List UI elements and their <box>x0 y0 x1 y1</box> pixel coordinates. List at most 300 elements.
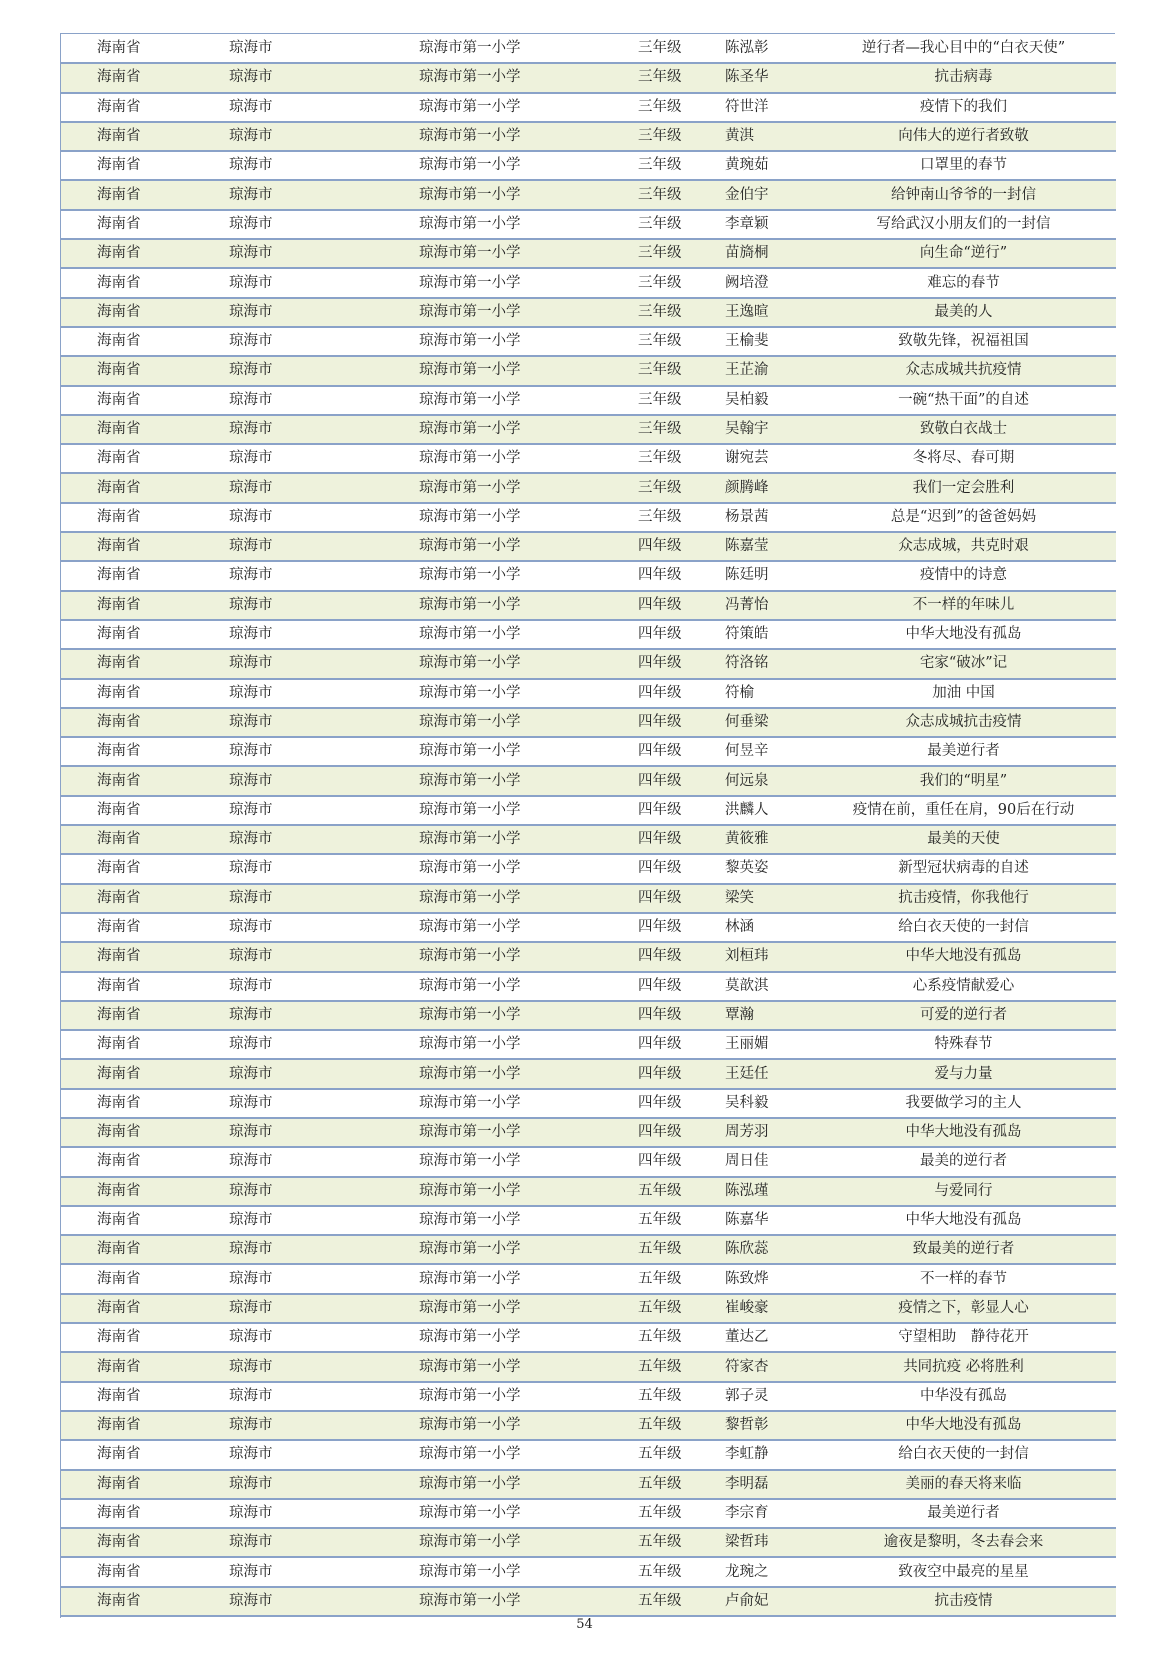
cell-province: 海南省 <box>61 34 211 63</box>
cell-city: 琼海市 <box>211 268 341 297</box>
cell-city: 琼海市 <box>211 1147 341 1176</box>
cell-student-name: 陈嘉华 <box>691 1206 811 1235</box>
cell-province: 海南省 <box>61 1235 211 1264</box>
award-list-table <box>60 34 1116 1618</box>
page-number: 54 <box>576 1617 593 1632</box>
cell-school: 琼海市第一小学 <box>341 972 591 1001</box>
cell-school: 琼海市第一小学 <box>341 1118 591 1147</box>
table-row <box>61 942 1116 971</box>
cell-city: 琼海市 <box>211 620 341 649</box>
table-row <box>61 63 1116 92</box>
cell-student-name: 王廷任 <box>691 1059 811 1088</box>
cell-school: 琼海市第一小学 <box>341 239 591 268</box>
cell-province: 海南省 <box>61 298 211 327</box>
cell-student-name: 王芷渝 <box>691 356 811 385</box>
cell-school: 琼海市第一小学 <box>341 122 591 151</box>
cell-student-name: 李章颖 <box>691 210 811 239</box>
table-row <box>61 1118 1116 1147</box>
cell-grade: 三年级 <box>591 444 691 473</box>
cell-province: 海南省 <box>61 649 211 678</box>
cell-city: 琼海市 <box>211 942 341 971</box>
cell-city: 琼海市 <box>211 386 341 415</box>
table-row <box>61 620 1116 649</box>
table-row <box>61 1352 1116 1381</box>
cell-work-title: 总是“迟到”的爸爸妈妈 <box>811 503 1116 532</box>
cell-city: 琼海市 <box>211 1294 341 1323</box>
cell-grade: 三年级 <box>591 122 691 151</box>
cell-work-title: 最美的天使 <box>811 825 1116 854</box>
cell-student-name: 王逸暄 <box>691 298 811 327</box>
cell-school: 琼海市第一小学 <box>341 93 591 122</box>
cell-work-title: 疫情下的我们 <box>811 93 1116 122</box>
cell-school: 琼海市第一小学 <box>341 327 591 356</box>
cell-work-title: 最美的人 <box>811 298 1116 327</box>
cell-work-title: 不一样的春节 <box>811 1264 1116 1293</box>
cell-province: 海南省 <box>61 561 211 590</box>
cell-school: 琼海市第一小学 <box>341 591 591 620</box>
cell-student-name: 黄淇 <box>691 122 811 151</box>
table-row <box>61 737 1116 766</box>
cell-province: 海南省 <box>61 386 211 415</box>
cell-province: 海南省 <box>61 1001 211 1030</box>
cell-school: 琼海市第一小学 <box>341 913 591 942</box>
cell-province: 海南省 <box>61 1557 211 1586</box>
cell-city: 琼海市 <box>211 180 341 209</box>
cell-city: 琼海市 <box>211 473 341 502</box>
cell-province: 海南省 <box>61 1411 211 1440</box>
cell-province: 海南省 <box>61 1264 211 1293</box>
cell-work-title: 不一样的年味儿 <box>811 591 1116 620</box>
table-row <box>61 386 1116 415</box>
cell-city: 琼海市 <box>211 210 341 239</box>
table-row <box>61 1147 1116 1176</box>
cell-grade: 五年级 <box>591 1264 691 1293</box>
cell-city: 琼海市 <box>211 1587 341 1616</box>
cell-work-title: 中华没有孤岛 <box>811 1382 1116 1411</box>
table-row <box>61 1264 1116 1293</box>
cell-city: 琼海市 <box>211 1323 341 1352</box>
cell-work-title: 中华大地没有孤岛 <box>811 942 1116 971</box>
table-row <box>61 1323 1116 1352</box>
cell-student-name: 陈泓彰 <box>691 34 811 63</box>
cell-province: 海南省 <box>61 1059 211 1088</box>
cell-grade: 四年级 <box>591 591 691 620</box>
cell-work-title: 疫情之下，彰显人心 <box>811 1294 1116 1323</box>
cell-work-title: 可爱的逆行者 <box>811 1001 1116 1030</box>
cell-student-name: 吴翰宇 <box>691 415 811 444</box>
cell-school: 琼海市第一小学 <box>341 1587 591 1616</box>
cell-work-title: 抗击疫情 <box>811 1587 1116 1616</box>
table-row <box>61 327 1116 356</box>
cell-grade: 三年级 <box>591 327 691 356</box>
cell-work-title: 口罩里的春节 <box>811 151 1116 180</box>
cell-province: 海南省 <box>61 1382 211 1411</box>
table-row <box>61 239 1116 268</box>
table-row <box>61 1499 1116 1528</box>
cell-grade: 四年级 <box>591 1089 691 1118</box>
cell-city: 琼海市 <box>211 1089 341 1118</box>
cell-school: 琼海市第一小学 <box>341 503 591 532</box>
cell-grade: 四年级 <box>591 620 691 649</box>
cell-student-name: 吴柏毅 <box>691 386 811 415</box>
table-row <box>61 268 1116 297</box>
cell-work-title: 抗击疫情，你我他行 <box>811 884 1116 913</box>
cell-school: 琼海市第一小学 <box>341 796 591 825</box>
cell-province: 海南省 <box>61 854 211 883</box>
cell-city: 琼海市 <box>211 34 341 63</box>
cell-grade: 四年级 <box>591 532 691 561</box>
cell-school: 琼海市第一小学 <box>341 386 591 415</box>
cell-city: 琼海市 <box>211 122 341 151</box>
cell-student-name: 阙培澄 <box>691 268 811 297</box>
cell-province: 海南省 <box>61 679 211 708</box>
cell-work-title: 中华大地没有孤岛 <box>811 1411 1116 1440</box>
cell-grade: 五年级 <box>591 1177 691 1206</box>
cell-city: 琼海市 <box>211 63 341 92</box>
cell-grade: 三年级 <box>591 356 691 385</box>
cell-grade: 三年级 <box>591 268 691 297</box>
cell-work-title: 众志成城，共克时艰 <box>811 532 1116 561</box>
cell-province: 海南省 <box>61 356 211 385</box>
cell-grade: 三年级 <box>591 180 691 209</box>
cell-work-title: 共同抗疫 必将胜利 <box>811 1352 1116 1381</box>
cell-student-name: 周芳羽 <box>691 1118 811 1147</box>
cell-grade: 五年级 <box>591 1587 691 1616</box>
cell-student-name: 洪麟人 <box>691 796 811 825</box>
cell-work-title: 最美逆行者 <box>811 737 1116 766</box>
cell-city: 琼海市 <box>211 1470 341 1499</box>
cell-school: 琼海市第一小学 <box>341 180 591 209</box>
cell-province: 海南省 <box>61 1089 211 1118</box>
table-row <box>61 34 1116 63</box>
cell-grade: 四年级 <box>591 884 691 913</box>
cell-student-name: 梁哲玮 <box>691 1528 811 1557</box>
cell-work-title: 宅家“破冰”记 <box>811 649 1116 678</box>
cell-grade: 五年级 <box>591 1382 691 1411</box>
cell-province: 海南省 <box>61 972 211 1001</box>
cell-city: 琼海市 <box>211 503 341 532</box>
cell-school: 琼海市第一小学 <box>341 1147 591 1176</box>
cell-province: 海南省 <box>61 766 211 795</box>
cell-grade: 三年级 <box>591 210 691 239</box>
table-row <box>61 210 1116 239</box>
cell-student-name: 李宗育 <box>691 1499 811 1528</box>
cell-grade: 四年级 <box>591 766 691 795</box>
cell-student-name: 莫歆淇 <box>691 972 811 1001</box>
cell-city: 琼海市 <box>211 1118 341 1147</box>
cell-school: 琼海市第一小学 <box>341 708 591 737</box>
table-row <box>61 591 1116 620</box>
cell-grade: 五年级 <box>591 1235 691 1264</box>
cell-province: 海南省 <box>61 620 211 649</box>
cell-school: 琼海市第一小学 <box>341 884 591 913</box>
cell-work-title: 中华大地没有孤岛 <box>811 620 1116 649</box>
cell-school: 琼海市第一小学 <box>341 1470 591 1499</box>
cell-city: 琼海市 <box>211 972 341 1001</box>
cell-province: 海南省 <box>61 122 211 151</box>
cell-grade: 四年级 <box>591 825 691 854</box>
cell-student-name: 李明磊 <box>691 1470 811 1499</box>
cell-school: 琼海市第一小学 <box>341 356 591 385</box>
cell-work-title: 特殊春节 <box>811 1030 1116 1059</box>
cell-student-name: 符家杏 <box>691 1352 811 1381</box>
cell-grade: 三年级 <box>591 239 691 268</box>
cell-work-title: 新型冠状病毒的自述 <box>811 854 1116 883</box>
cell-city: 琼海市 <box>211 737 341 766</box>
table-row <box>61 473 1116 502</box>
cell-student-name: 黄筱雅 <box>691 825 811 854</box>
table-row <box>61 1587 1116 1616</box>
cell-student-name: 金伯宇 <box>691 180 811 209</box>
cell-grade: 三年级 <box>591 386 691 415</box>
cell-grade: 五年级 <box>591 1323 691 1352</box>
cell-city: 琼海市 <box>211 415 341 444</box>
cell-student-name: 符榆 <box>691 679 811 708</box>
table-row <box>61 1411 1116 1440</box>
cell-school: 琼海市第一小学 <box>341 1528 591 1557</box>
cell-work-title: 致敬白衣战士 <box>811 415 1116 444</box>
cell-province: 海南省 <box>61 1030 211 1059</box>
cell-school: 琼海市第一小学 <box>341 1001 591 1030</box>
cell-city: 琼海市 <box>211 649 341 678</box>
cell-student-name: 冯菁怡 <box>691 591 811 620</box>
table-row <box>61 1470 1116 1499</box>
table-row <box>61 1030 1116 1059</box>
cell-province: 海南省 <box>61 1470 211 1499</box>
cell-city: 琼海市 <box>211 884 341 913</box>
cell-province: 海南省 <box>61 1440 211 1469</box>
cell-work-title: 中华大地没有孤岛 <box>811 1206 1116 1235</box>
cell-school: 琼海市第一小学 <box>341 1323 591 1352</box>
cell-province: 海南省 <box>61 708 211 737</box>
cell-grade: 三年级 <box>591 298 691 327</box>
cell-city: 琼海市 <box>211 1264 341 1293</box>
cell-grade: 四年级 <box>591 1001 691 1030</box>
table-row <box>61 93 1116 122</box>
cell-province: 海南省 <box>61 737 211 766</box>
cell-province: 海南省 <box>61 913 211 942</box>
cell-student-name: 董达乙 <box>691 1323 811 1352</box>
cell-school: 琼海市第一小学 <box>341 942 591 971</box>
cell-city: 琼海市 <box>211 356 341 385</box>
cell-city: 琼海市 <box>211 1059 341 1088</box>
cell-city: 琼海市 <box>211 1206 341 1235</box>
cell-province: 海南省 <box>61 1323 211 1352</box>
cell-school: 琼海市第一小学 <box>341 1177 591 1206</box>
cell-student-name: 王榆斐 <box>691 327 811 356</box>
cell-work-title: 最美的逆行者 <box>811 1147 1116 1176</box>
cell-province: 海南省 <box>61 63 211 92</box>
cell-work-title: 冬将尽、春可期 <box>811 444 1116 473</box>
cell-student-name: 何昱辛 <box>691 737 811 766</box>
table-row <box>61 1440 1116 1469</box>
cell-work-title: 爱与力量 <box>811 1059 1116 1088</box>
table-row <box>61 766 1116 795</box>
cell-school: 琼海市第一小学 <box>341 1352 591 1381</box>
cell-province: 海南省 <box>61 884 211 913</box>
cell-province: 海南省 <box>61 1147 211 1176</box>
cell-grade: 四年级 <box>591 1147 691 1176</box>
cell-province: 海南省 <box>61 796 211 825</box>
cell-student-name: 王丽媚 <box>691 1030 811 1059</box>
cell-work-title: 加油 中国 <box>811 679 1116 708</box>
cell-school: 琼海市第一小学 <box>341 532 591 561</box>
table-row <box>61 1382 1116 1411</box>
cell-student-name: 黎哲彰 <box>691 1411 811 1440</box>
cell-grade: 四年级 <box>591 708 691 737</box>
cell-work-title: 我们一定会胜利 <box>811 473 1116 502</box>
cell-grade: 四年级 <box>591 1059 691 1088</box>
cell-work-title: 疫情中的诗意 <box>811 561 1116 590</box>
cell-city: 琼海市 <box>211 1177 341 1206</box>
cell-school: 琼海市第一小学 <box>341 620 591 649</box>
cell-city: 琼海市 <box>211 854 341 883</box>
cell-grade: 三年级 <box>591 93 691 122</box>
cell-work-title: 我要做学习的主人 <box>811 1089 1116 1118</box>
cell-city: 琼海市 <box>211 1528 341 1557</box>
cell-grade: 四年级 <box>591 649 691 678</box>
cell-grade: 五年级 <box>591 1499 691 1528</box>
cell-student-name: 杨景茜 <box>691 503 811 532</box>
cell-city: 琼海市 <box>211 766 341 795</box>
cell-city: 琼海市 <box>211 1440 341 1469</box>
table-row <box>61 1235 1116 1264</box>
cell-work-title: 心系疫情献爱心 <box>811 972 1116 1001</box>
cell-student-name: 李虹静 <box>691 1440 811 1469</box>
cell-student-name: 陈泓瑾 <box>691 1177 811 1206</box>
cell-student-name: 陈欣蕊 <box>691 1235 811 1264</box>
cell-province: 海南省 <box>61 1118 211 1147</box>
cell-grade: 四年级 <box>591 854 691 883</box>
cell-province: 海南省 <box>61 239 211 268</box>
cell-grade: 三年级 <box>591 63 691 92</box>
table-row <box>61 444 1116 473</box>
cell-province: 海南省 <box>61 1352 211 1381</box>
cell-school: 琼海市第一小学 <box>341 1499 591 1528</box>
cell-student-name: 郭子灵 <box>691 1382 811 1411</box>
cell-work-title: 一碗“热干面”的自述 <box>811 386 1116 415</box>
cell-student-name: 吴科毅 <box>691 1089 811 1118</box>
table-row <box>61 825 1116 854</box>
cell-grade: 五年级 <box>591 1557 691 1586</box>
cell-grade: 四年级 <box>591 1030 691 1059</box>
cell-grade: 四年级 <box>591 737 691 766</box>
cell-work-title: 我们的“明星” <box>811 766 1116 795</box>
table-row <box>61 854 1116 883</box>
cell-student-name: 何远泉 <box>691 766 811 795</box>
cell-work-title: 致敬先锋，祝福祖国 <box>811 327 1116 356</box>
cell-student-name: 黄琬茹 <box>691 151 811 180</box>
cell-city: 琼海市 <box>211 561 341 590</box>
cell-student-name: 谢宛芸 <box>691 444 811 473</box>
cell-grade: 四年级 <box>591 942 691 971</box>
cell-work-title: 众志成城共抗疫情 <box>811 356 1116 385</box>
cell-work-title: 给白衣天使的一封信 <box>811 1440 1116 1469</box>
cell-work-title: 抗击病毒 <box>811 63 1116 92</box>
cell-work-title: 写给武汉小朋友们的一封信 <box>811 210 1116 239</box>
cell-student-name: 梁笑 <box>691 884 811 913</box>
table-row <box>61 415 1116 444</box>
cell-work-title: 难忘的春节 <box>811 268 1116 297</box>
cell-grade: 三年级 <box>591 34 691 63</box>
cell-province: 海南省 <box>61 210 211 239</box>
cell-school: 琼海市第一小学 <box>341 679 591 708</box>
cell-work-title: 给钟南山爷爷的一封信 <box>811 180 1116 209</box>
cell-student-name: 陈廷明 <box>691 561 811 590</box>
cell-school: 琼海市第一小学 <box>341 151 591 180</box>
cell-grade: 五年级 <box>591 1528 691 1557</box>
cell-province: 海南省 <box>61 1587 211 1616</box>
cell-province: 海南省 <box>61 93 211 122</box>
cell-city: 琼海市 <box>211 1352 341 1381</box>
table-row <box>61 1206 1116 1235</box>
table-row <box>61 1089 1116 1118</box>
cell-school: 琼海市第一小学 <box>341 1294 591 1323</box>
table-row <box>61 1059 1116 1088</box>
cell-student-name: 符策皓 <box>691 620 811 649</box>
cell-student-name: 林涵 <box>691 913 811 942</box>
table-row <box>61 532 1116 561</box>
cell-city: 琼海市 <box>211 825 341 854</box>
cell-grade: 五年级 <box>591 1206 691 1235</box>
cell-student-name: 陈圣华 <box>691 63 811 92</box>
cell-grade: 三年级 <box>591 151 691 180</box>
cell-student-name: 卢俞妃 <box>691 1587 811 1616</box>
table-body <box>61 34 1116 1616</box>
cell-work-title: 给白衣天使的一封信 <box>811 913 1116 942</box>
cell-school: 琼海市第一小学 <box>341 1030 591 1059</box>
cell-school: 琼海市第一小学 <box>341 1206 591 1235</box>
cell-school: 琼海市第一小学 <box>341 1089 591 1118</box>
cell-grade: 三年级 <box>591 415 691 444</box>
cell-grade: 三年级 <box>591 473 691 502</box>
table-row <box>61 1557 1116 1586</box>
cell-city: 琼海市 <box>211 679 341 708</box>
table-row <box>61 356 1116 385</box>
table-row <box>61 1001 1116 1030</box>
cell-student-name: 覃瀚 <box>691 1001 811 1030</box>
cell-student-name: 何垂梁 <box>691 708 811 737</box>
cell-school: 琼海市第一小学 <box>341 1411 591 1440</box>
cell-province: 海南省 <box>61 1499 211 1528</box>
table-row <box>61 151 1116 180</box>
cell-city: 琼海市 <box>211 93 341 122</box>
cell-city: 琼海市 <box>211 1001 341 1030</box>
cell-province: 海南省 <box>61 503 211 532</box>
table-row <box>61 180 1116 209</box>
cell-city: 琼海市 <box>211 591 341 620</box>
cell-grade: 四年级 <box>591 561 691 590</box>
cell-school: 琼海市第一小学 <box>341 1382 591 1411</box>
cell-province: 海南省 <box>61 591 211 620</box>
table-row <box>61 1528 1116 1557</box>
cell-work-title: 守望相助 静待花开 <box>811 1323 1116 1352</box>
cell-grade: 四年级 <box>591 1118 691 1147</box>
cell-grade: 五年级 <box>591 1411 691 1440</box>
cell-work-title: 致夜空中最亮的星星 <box>811 1557 1116 1586</box>
cell-city: 琼海市 <box>211 298 341 327</box>
cell-work-title: 最美逆行者 <box>811 1499 1116 1528</box>
cell-school: 琼海市第一小学 <box>341 210 591 239</box>
cell-school: 琼海市第一小学 <box>341 34 591 63</box>
cell-city: 琼海市 <box>211 444 341 473</box>
cell-work-title: 向伟大的逆行者致敬 <box>811 122 1116 151</box>
cell-city: 琼海市 <box>211 151 341 180</box>
cell-student-name: 颜腾峰 <box>691 473 811 502</box>
cell-student-name: 崔峻豪 <box>691 1294 811 1323</box>
cell-province: 海南省 <box>61 444 211 473</box>
cell-province: 海南省 <box>61 1528 211 1557</box>
